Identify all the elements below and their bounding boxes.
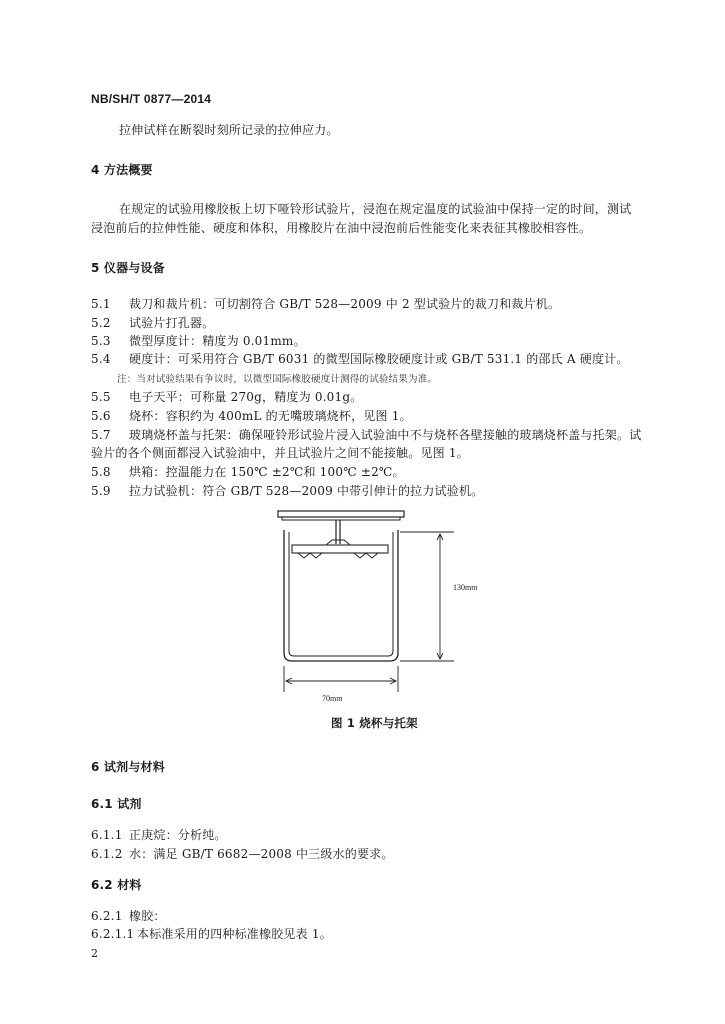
clause-text: 玻璃烧杯盖与托架：确保哑铃形试验片浸入试验油中不与烧杯各壁接触的玻璃烧杯盖与托架。试 (129, 428, 642, 442)
clause-number: 6.2.1 (91, 909, 123, 923)
clause-text: 电子天平：可称量 270g，精度为 0.01g。 (129, 390, 363, 404)
document-code: NB/SH/T 0877—2014 (91, 92, 212, 106)
clause-5-9 (91, 484, 483, 499)
clause-number: 5.2 (91, 316, 111, 330)
section-5-heading: 5 仪器与设备 (91, 261, 165, 275)
clause-text: 烘箱：控温能力在 150℃ ±2℃和 100℃ ±2℃。 (129, 465, 405, 479)
figure-beaker-and-holder (262, 498, 502, 708)
clause-number: 5.7 (91, 428, 111, 442)
section-6-2-heading: 6.2 材料 (91, 878, 142, 892)
clause-number: 5.5 (91, 390, 111, 404)
clause-number: 5.9 (91, 484, 111, 498)
clause-6-1-2 (91, 847, 394, 862)
figure-caption: 图 1 烧杯与托架 (331, 716, 418, 730)
beaker-outer-wall (284, 530, 398, 661)
clause-5-8 (91, 465, 405, 480)
definition-text: 拉伸试样在断裂时刻所记录的拉伸应力。 (119, 123, 339, 137)
clause-text: 本标准采用的四种标准橡胶见表 1。 (137, 927, 332, 941)
clause-text: 水：满足 GB/T 6682—2008 中三级水的要求。 (129, 847, 394, 861)
clause-5-7 (91, 428, 641, 443)
clause-5-6 (91, 409, 412, 424)
clause-number: 5.3 (91, 334, 111, 348)
clause-5-3 (91, 334, 306, 349)
clause-text: 微型厚度计：精度为 0.01mm。 (129, 334, 306, 348)
clause-5-1 (91, 297, 560, 312)
clause-number: 5.8 (91, 465, 111, 479)
clause-5-2 (91, 316, 214, 331)
holder-tray (292, 545, 388, 553)
beaker-lid-rim (282, 517, 400, 520)
section-4-paragraph-line-1: 在规定的试验用橡胶板上切下哑铃形试验片，浸泡在规定温度的试验油中保持一定的时间，测试 (119, 202, 632, 216)
clause-6-2-1 (91, 909, 166, 924)
page-number: 2 (91, 947, 99, 960)
clause-number: 6.1.2 (91, 847, 123, 861)
specimen-hooks-right (354, 553, 378, 558)
clause-text: 裁刀和裁片机：可切割符合 GB/T 528—2009 中 2 型试验片的裁刀和裁片机。 (129, 297, 561, 311)
clause-text: 试验片打孔器。 (129, 316, 215, 330)
clause-5-4-note: 注：当对试验结果有争议时，以微型国际橡胶硬度计测得的试验结果为准。 (117, 374, 438, 385)
clause-6-1-1 (91, 828, 227, 843)
clause-number: 5.6 (91, 409, 111, 423)
clause-5-5 (91, 390, 362, 405)
clause-number: 5.4 (91, 352, 111, 366)
section-6-heading: 6 试剂与材料 (91, 760, 165, 774)
holder-bracket (326, 540, 350, 545)
clause-text: 拉力试验机：符合 GB/T 528—2009 中带引伸计的拉力试验机。 (129, 484, 484, 498)
clause-6-2-1-1 (91, 927, 332, 942)
clause-text: 烧杯：容积约为 400mL 的无嘴玻璃烧杯，见图 1。 (129, 409, 412, 423)
clause-5-7-continued: 验片的各个侧面都浸入试验油中，并且试验片之间不能接触。见图 1。 (91, 446, 469, 460)
clause-5-4 (91, 352, 629, 367)
beaker-drawing (262, 498, 502, 708)
clause-number: 6.1.1 (91, 828, 123, 842)
clause-text: 橡胶： (129, 909, 166, 923)
section-4-paragraph-line-2: 浸泡前后的拉伸性能、硬度和体积，用橡胶片在油中浸泡前后性能变化来表征其橡胶相容性。 (91, 221, 592, 235)
height-dimension-label: 130mm (453, 583, 478, 592)
clause-text: 正庚烷：分析纯。 (129, 828, 227, 842)
clause-number: 6.2.1.1 (91, 927, 135, 941)
section-6-1-heading: 6.1 试剂 (91, 797, 142, 811)
beaker-inner-wall (289, 532, 393, 656)
clause-text: 硬度计：可采用符合 GB/T 6031 的微型国际橡胶硬度计或 GB/T 531.1 的邵氏 A 硬度计。 (129, 352, 629, 366)
clause-number: 5.1 (91, 297, 111, 311)
beaker-lid (278, 511, 404, 517)
section-4-heading: 4 方法概要 (91, 163, 153, 177)
specimen-hooks-left (298, 553, 322, 558)
width-dimension-label: 70mm (322, 694, 343, 703)
